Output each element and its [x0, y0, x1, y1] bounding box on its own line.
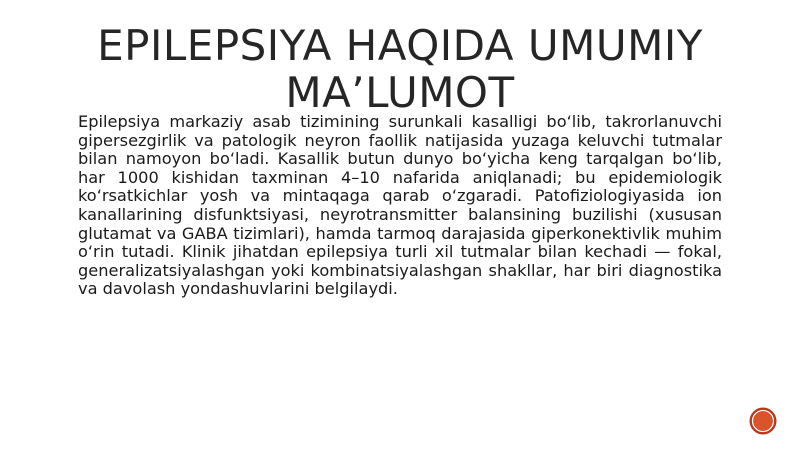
slide-body-text: Epilepsiya markaziy asab tizimining surunkali kasalligi bo‘lib, takrorlanuvchi gipersezgirlik va patologik neyron faollik natijasida yuzaga keluvchi tutmalar bilan namoyon bo‘ladi. Kasallik butun dunyo bo‘yicha keng tarqalgan bo‘lib, har 1000 kishidan taxminan 4–10 nafarida aniqlanadi; bu epidemiologik ko‘rsatkichlar yosh va mintaqaga qarab o‘zgaradi. Patofiziologiyasida ion kanallarining disfunktsiyasi, neyrotransmitter balansining buzilishi (xususan glutamat va GABA tizimlari), hamda tarmoq darajasida giperkonektivlik muhim o‘rin tutadi. Klinik jihatdan epilepsiya turli xil tutmalar bilan kechadi — fokal, generalizatsiyalashgan yoki kombinatsiyalashgan shakllar, har biri diagnostika va davolash yondashuvlarini belgilaydi.	[78, 112, 722, 299]
circle-nav-icon	[749, 407, 777, 435]
slide-nav-button[interactable]	[749, 407, 777, 435]
slide-title: EPILEPSIYA HAQIDA UMUMIY MA’LUMOT	[97, 21, 703, 117]
